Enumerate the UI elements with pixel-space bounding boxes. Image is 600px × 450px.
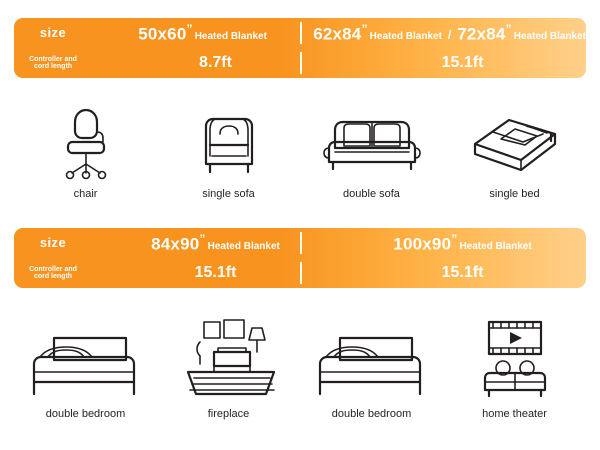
product-text: Heated Blanket: [369, 31, 442, 43]
item-double-bedroom-1: [14, 310, 157, 420]
banner-2-size-row: [14, 228, 586, 258]
banner-1-size-label: size: [39, 25, 67, 41]
item-fireplace: [157, 310, 300, 420]
banner-2-cord-row: [14, 258, 586, 288]
banner-1-col-1-size: [92, 22, 313, 45]
double-bedroom-icon: [26, 316, 146, 402]
item-chair: [14, 104, 157, 200]
product-text: Heated Blanket: [207, 241, 280, 253]
item-caption: double sofa: [343, 188, 400, 200]
banner-1-col-2-length: [339, 54, 586, 72]
item-caption: chair: [73, 188, 98, 200]
dimension-text: 100x90”: [393, 231, 458, 254]
item-caption: double bedroom: [331, 408, 412, 420]
product-text: Heated Blanket: [194, 31, 267, 43]
banner-1-divider-2: [300, 52, 302, 74]
fireplace-icon: [174, 316, 284, 402]
banner-2-col-2-length: [339, 264, 586, 282]
dimension-text: 62x84”: [313, 21, 368, 44]
office-chair-icon: [55, 104, 117, 182]
banner-2-divider-2: [300, 262, 302, 284]
item-single-bed: [443, 104, 586, 200]
single-bed-icon: [467, 104, 563, 182]
product-text-2: Heated Blanket: [513, 31, 586, 43]
length-value: 15.1ft: [194, 264, 237, 281]
length-value: 15.1ft: [441, 264, 484, 281]
size-banner-2: [14, 228, 586, 288]
banner-2-divider: [300, 232, 302, 254]
size-banner-1: [14, 18, 586, 78]
banner-1-divider: [300, 22, 302, 44]
item-home-theater: [443, 310, 586, 420]
item-caption: single bed: [489, 188, 540, 200]
item-caption: fireplace: [207, 408, 250, 420]
cord-label-line-1: Controller and: [29, 55, 77, 63]
item-single-sofa: [157, 104, 300, 200]
dimension-text: 50x60”: [138, 21, 193, 44]
armchair-icon: [190, 104, 268, 182]
banner-2-size-label: size: [39, 235, 67, 251]
icon-row-2: [14, 310, 586, 420]
banner-1-col-2-size: [313, 22, 586, 45]
banner-2-cord-label: [14, 266, 92, 281]
cord-label-line-2: cord length: [33, 63, 73, 70]
cord-label-line-2: cord length: [33, 273, 73, 280]
banner-1-cord-label: [14, 56, 92, 71]
length-value: 15.1ft: [441, 54, 484, 71]
banner-2-col-2-size: [339, 232, 586, 255]
dimension-text: 84x90”: [151, 231, 206, 254]
icon-row-1: [14, 104, 586, 200]
double-bedroom-icon-2: [312, 316, 432, 402]
loveseat-sofa-icon: [317, 104, 427, 182]
product-text: Heated Blanket: [459, 241, 532, 253]
length-value: 8.7ft: [199, 54, 232, 71]
cord-label-line-1: Controller and: [29, 265, 77, 273]
banner-1-cord-row: [14, 48, 586, 78]
item-double-bedroom-2: [300, 310, 443, 420]
item-caption: single sofa: [202, 188, 255, 200]
item-caption: home theater: [482, 408, 547, 420]
home-theater-icon: [467, 316, 563, 402]
item-double-sofa: [300, 104, 443, 200]
dimension-text-2: 72x84”: [457, 21, 512, 44]
separator-text: /: [447, 28, 452, 43]
banner-1-size-row: [14, 18, 586, 48]
item-caption: double bedroom: [45, 408, 126, 420]
